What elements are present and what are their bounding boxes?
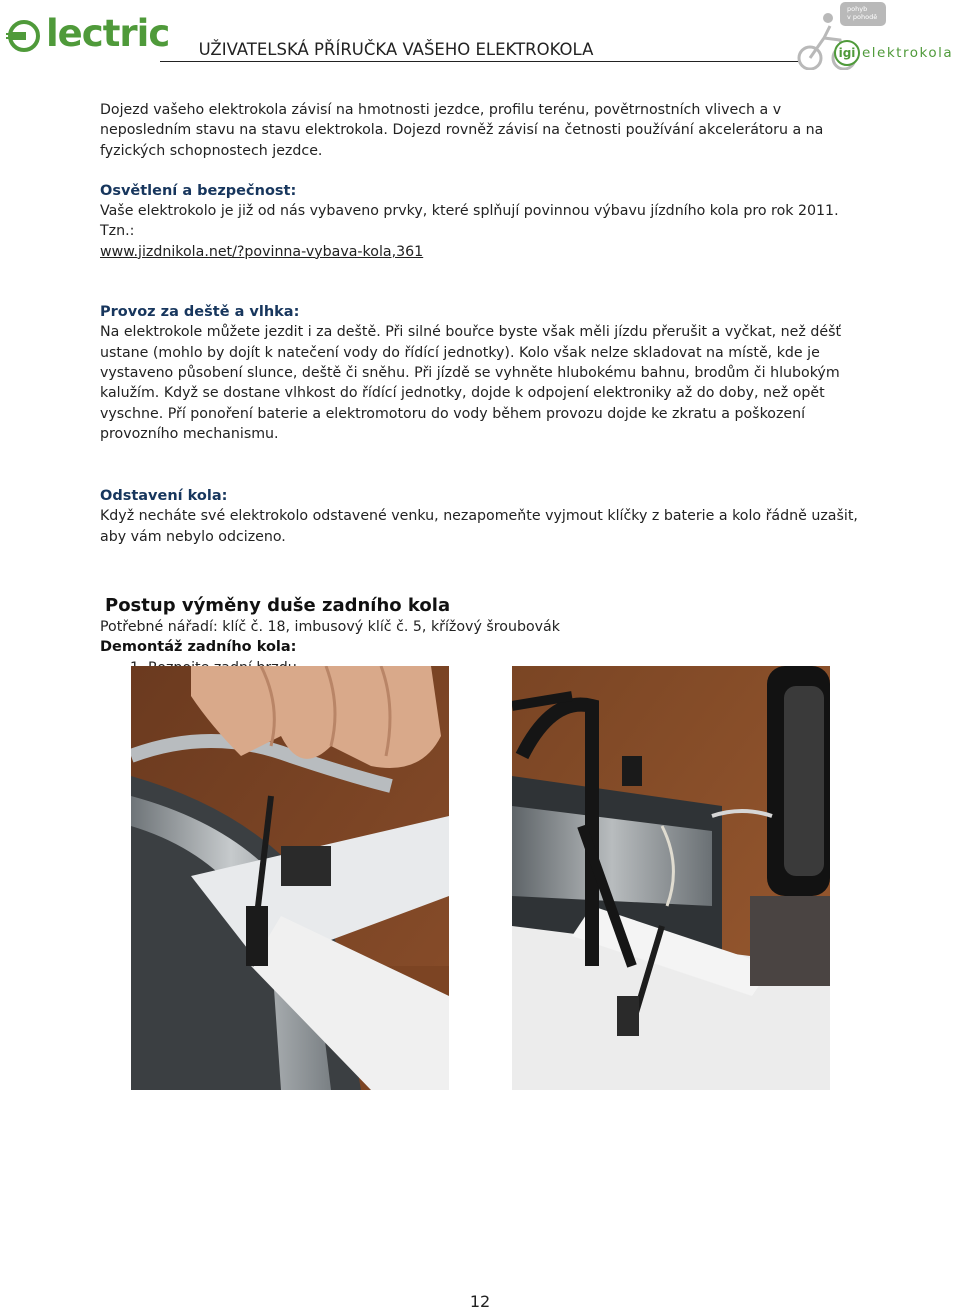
igi-brand-row bbox=[834, 40, 953, 66]
parking-heading: Odstavení kola: bbox=[100, 488, 228, 505]
slogan-bubble: pohyb v pohodě bbox=[840, 2, 886, 26]
igi-brand-text: elektrokola bbox=[862, 45, 954, 61]
tube-replacement-heading: Postup výměny duše zadního kola bbox=[105, 595, 451, 617]
page-number: 12 bbox=[469, 1292, 491, 1311]
lighting-heading: Osvětlení a bezpečnost: bbox=[100, 182, 297, 199]
wheel-removal-heading: Demontáž zadního kola: bbox=[100, 639, 297, 656]
lectric-logo bbox=[6, 12, 170, 58]
parking-paragraph: Když necháte své elektrokolo odstavené venku, nezapomeňte vyjmout klíčky z baterie a kolo řádně uzašit, aby vám nebylo odcizeno. bbox=[100, 508, 858, 545]
brake-photo-illustration bbox=[131, 666, 449, 1090]
igi-circle-logo: igi bbox=[834, 40, 860, 66]
rain-paragraph: Na elektrokole můžete jezdit i za deště. Při silné bouřce byste však měli jízdu přerušit a vyčkat, než déšť ustane (mohlo by dojít k natečení vody do řídící jednotky). Kolo však nelze skladovat na místě, kde je vystaveno působení slunce, deště či sněhu. Při jízdě se vyhněte hlubokému bahnu, brodům či hlubokým kalužím. Když se dostane vlhkost do řídící jednotky, dojde k odpojení elektroniky až do doby, než opět vyschne. Pří ponoření baterie a elektromotoru do vody během provozu dojde ke zkratu a poškození provozního mechanismu. bbox=[100, 324, 842, 442]
page-content bbox=[100, 100, 870, 678]
igi-elektrokola-logo bbox=[796, 2, 960, 68]
lighting-link[interactable]: www.jizdnikola.net/?povinna-vybava-kola,361 bbox=[100, 243, 424, 260]
lighting-paragraph: Vaše elektrokolo je již od nás vybaveno prvky, které splňují povinnou výbavu jízdního kola pro rok 2011. Tzn.: bbox=[100, 203, 839, 240]
lectric-brand-text: lectric bbox=[46, 12, 170, 55]
rain-heading: Provoz za deště a vlhka: bbox=[100, 304, 300, 321]
brake-disconnect-photo bbox=[131, 666, 449, 1090]
rack-photo-illustration bbox=[512, 666, 830, 1090]
rear-rack-photo bbox=[512, 666, 830, 1090]
page-header-title: UŽIVATELSKÁ PŘÍRUČKA VAŠEHO ELEKTROKOLA bbox=[160, 40, 800, 62]
tools-line: Potřebné nářadí: klíč č. 18, imbusový klíč č. 5, křížový šroubovák bbox=[100, 619, 560, 636]
plug-circle-icon bbox=[6, 18, 42, 54]
range-paragraph: Dojezd vašeho elektrokola závisí na hmotnosti jezdce, profilu terénu, povětrnostních vlivech a v neposledním stavu na stavu elektrokola. Dojezd rovněž závisí na četnosti používání akcelerátoru a na fyzických schopnostech jezdce. bbox=[100, 102, 824, 159]
